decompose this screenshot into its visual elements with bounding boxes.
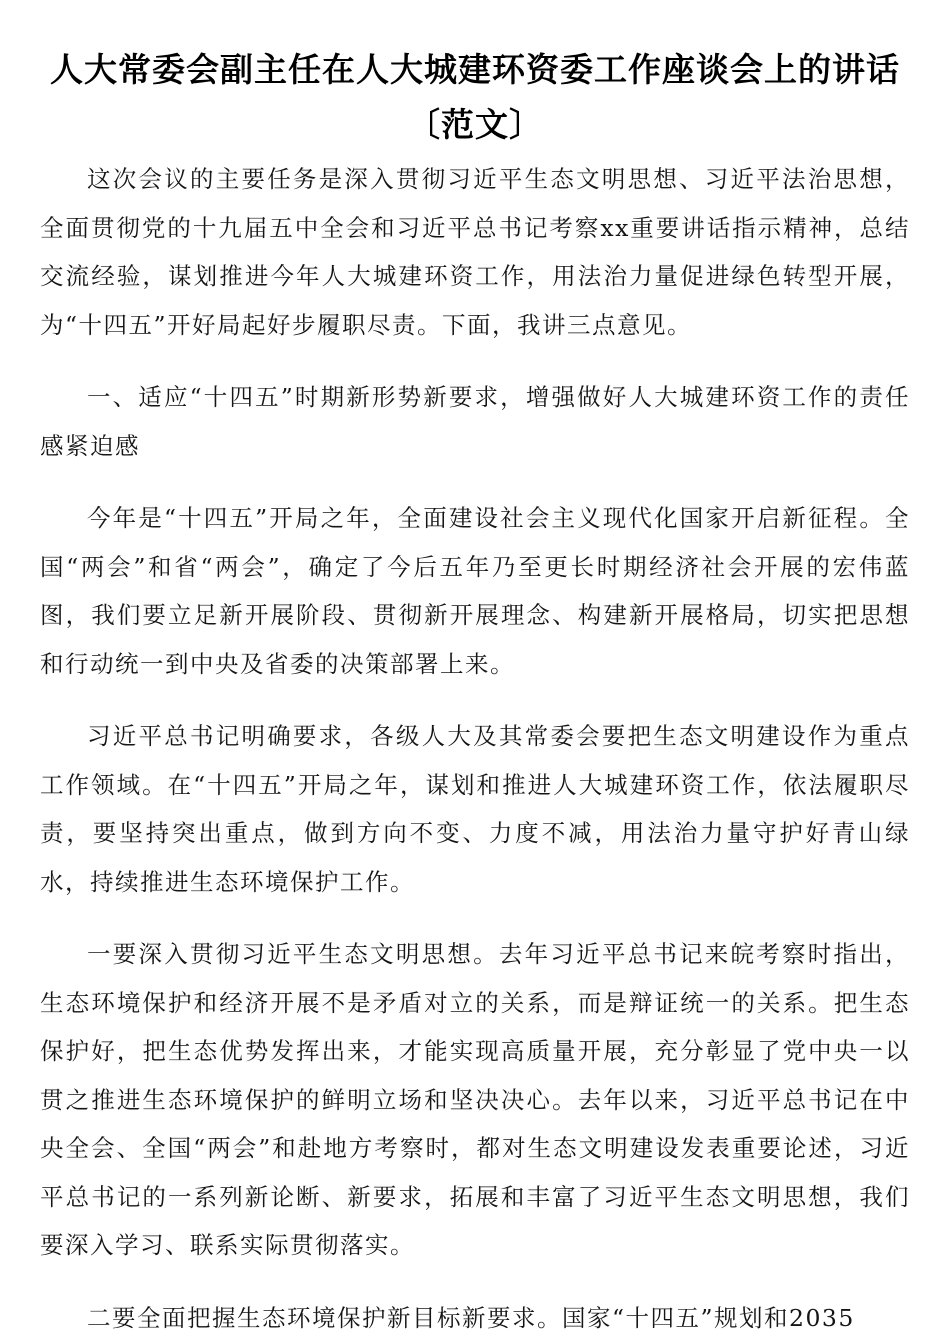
section-heading-1: 一、适应“十四五”时期新形势新要求，增强做好人大城建环资工作的责任感紧迫感 bbox=[40, 383, 910, 460]
document-title: 人大常委会副主任在人大城建环资委工作座谈会上的讲话〔范文〕 bbox=[50, 50, 900, 144]
document-body bbox=[40, 155, 910, 1344]
paragraph-point-2: 二要全面把握生态环境保护新目标新要求。国家“十四五”规划和2035 bbox=[87, 1303, 855, 1332]
paragraph-context: 今年是“十四五”开局之年，全面建设社会主义现代化国家开启新征程。全国“两会”和省“两会”，确定了今后五年乃至更长时期经济社会开展的宏伟蓝图，我们要立足新开展阶段、贯彻新开展理念、构建新开展格局，切实把思想和行动统一到中央及省委的决策部署上来。 bbox=[40, 504, 910, 678]
paragraph-intro: 这次会议的主要任务是深入贯彻习近平生态文明思想、习近平法治思想，全面贯彻党的十九届五中全会和习近平总书记考察xx重要讲话指示精神，总结交流经验，谋划推进今年人大城建环资工作，用法治力量促进绿色转型开展，为“十四五”开好局起好步履职尽责。下面，我讲三点意见。 bbox=[40, 165, 910, 339]
paragraph-point-1: 一要深入贯彻习近平生态文明思想。去年习近平总书记来皖考察时指出，生态环境保护和经济开展不是矛盾对立的关系，而是辩证统一的关系。把生态保护好，把生态优势发挥出来，才能实现高质量开展，充分彰显了党中央一以贯之推进生态环境保护的鲜明立场和坚决决心。去年以来，习近平总书记在中央全会、全国“两会”和赴地方考察时，都对生态文明建设发表重要论述，习近平总书记的一系列新论断、新要求，拓展和丰富了习近平生态文明思想，我们要深入学习、联系实际贯彻落实。 bbox=[40, 940, 910, 1259]
paragraph-requirement: 习近平总书记明确要求，各级人大及其常委会要把生态文明建设作为重点工作领域。在“十四五”开局之年，谋划和推进人大城建环资工作，依法履职尽责，要坚持突出重点，做到方向不变、力度不减，用法治力量守护好青山绿水，持续推进生态环境保护工作。 bbox=[40, 722, 910, 896]
